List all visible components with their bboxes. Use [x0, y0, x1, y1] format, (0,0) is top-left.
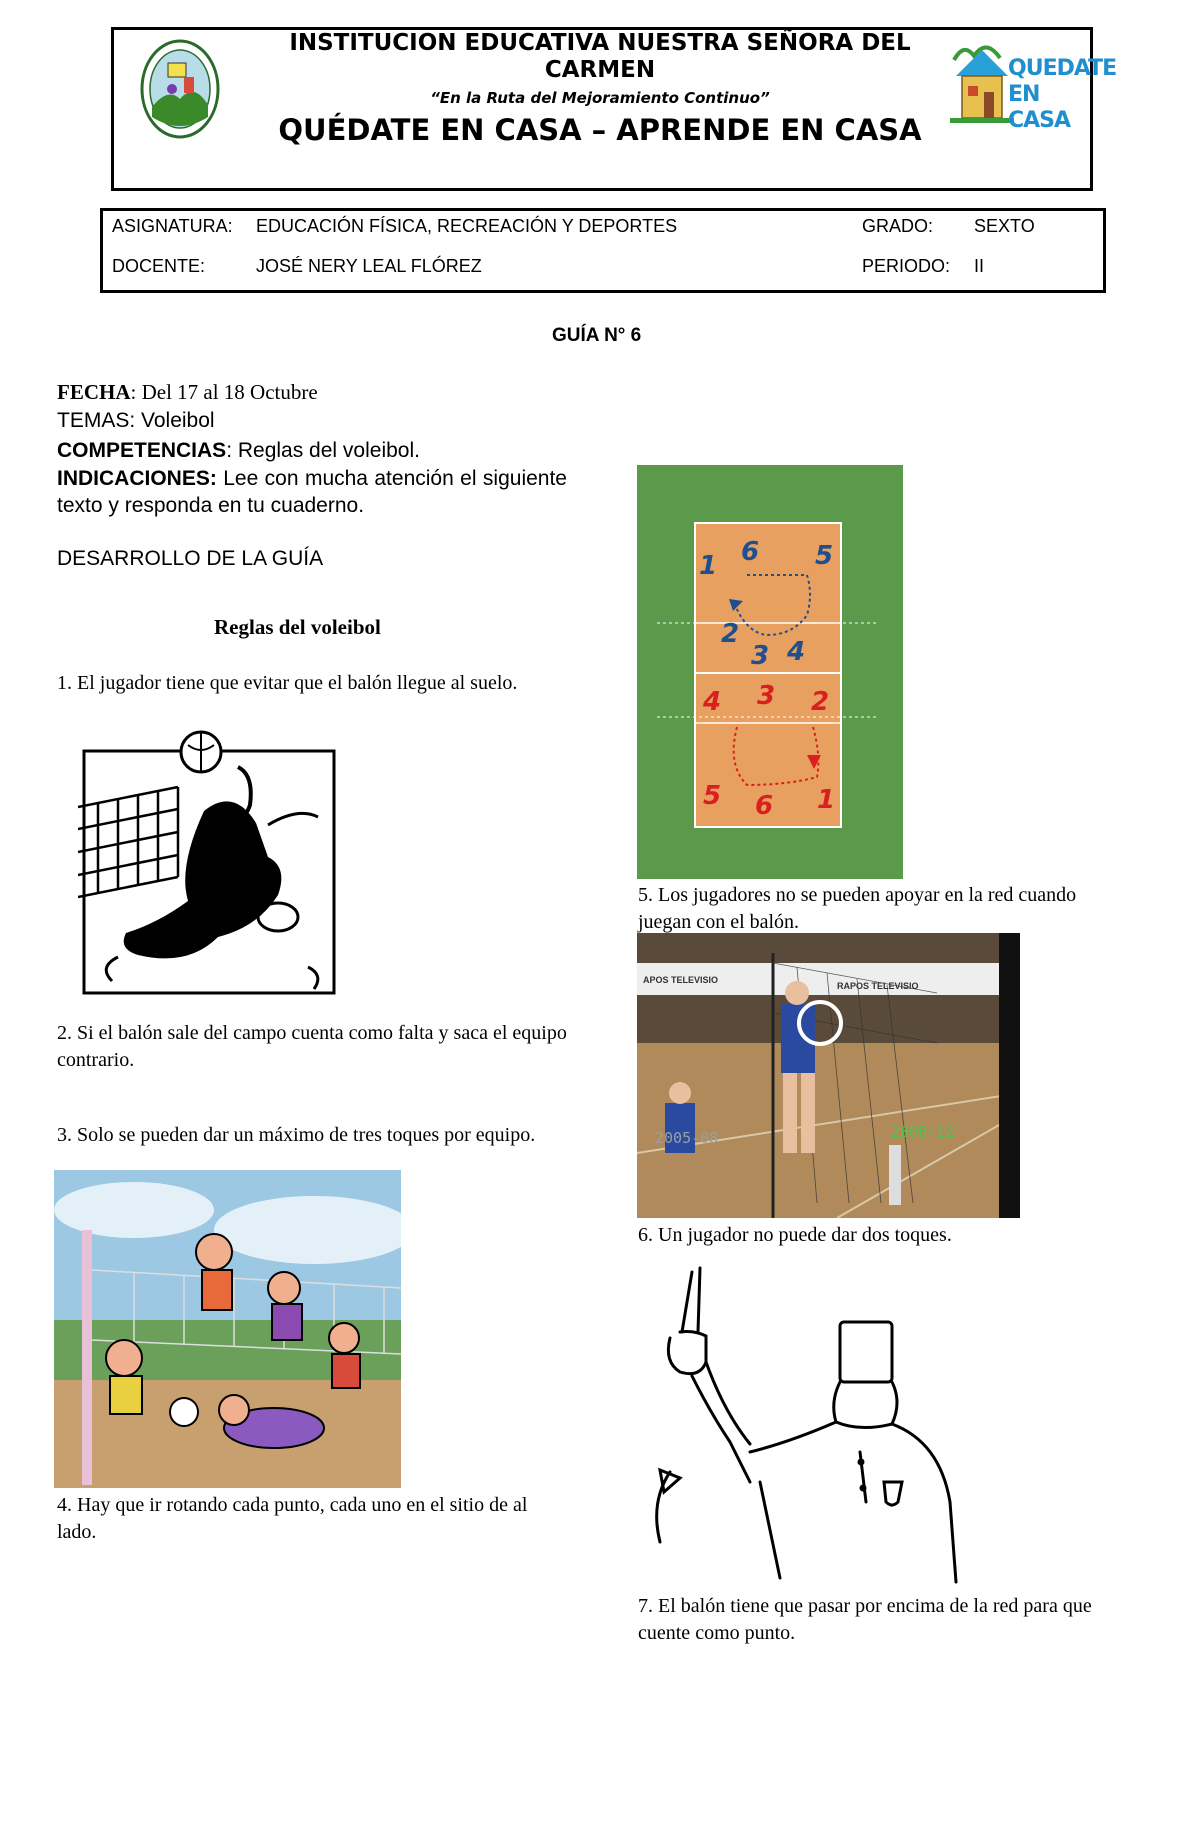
rule-4-text: 4. Hay que ir rotando cada punto, cada uno en el sitio de al lado.	[57, 1494, 528, 1543]
period-label: PERIODO:	[862, 256, 951, 276]
logo-text-line-2: EN CASA	[1008, 82, 1071, 133]
subject-value: EDUCACIÓN FÍSICA, RECREACIÓN Y DEPORTES	[256, 216, 678, 236]
subject-label: ASIGNATURA:	[112, 216, 233, 236]
court-top-number-1: 1	[699, 551, 718, 581]
period-value: II	[974, 256, 985, 276]
cartoon-game-image	[54, 1170, 401, 1488]
topics-line: TEMAS: Voleibol	[57, 409, 215, 432]
indications-paragraph	[57, 465, 567, 519]
indications-label: INDICACIONES:	[57, 467, 217, 490]
photo-date-stamp-left: 2005-08	[655, 1129, 719, 1147]
rules-title: Reglas del voleibol	[214, 615, 381, 639]
rule-3-text: 3. Solo se pueden dar un máximo de tres toques por equipo.	[57, 1124, 536, 1146]
rule-6-text: 6. Un jugador no puede dar dos toques.	[638, 1224, 952, 1246]
court-bottom-number-4: 5	[703, 781, 722, 811]
logo-text-line-1: QUEDATE	[1008, 56, 1117, 81]
photo-banner-left: APOS TELEVISIO	[643, 975, 719, 985]
court-top-number-5: 3	[751, 641, 770, 671]
date-label: FECHA	[57, 380, 131, 404]
rule-1-text: 1. El jugador tiene que evitar que el balón llegue al suelo.	[57, 672, 518, 694]
grade-label: GRADO:	[862, 216, 934, 236]
rule-7-text: 7. El balón tiene que pasar por encima de la red para que cuente como punto.	[638, 1595, 1092, 1644]
development-heading: DESARROLLO DE LA GUÍA	[57, 547, 324, 570]
spike-cartoon-image	[78, 727, 343, 999]
court-top-number-4: 2	[721, 619, 740, 649]
date-line	[57, 379, 318, 406]
guide-title: GUÍA N° 6	[552, 325, 642, 346]
indications-value: Lee con mucha atención el siguiente texto y responda en tu cuaderno.	[57, 467, 567, 517]
grade-value: SEXTO	[974, 216, 1035, 236]
court-top-number-3: 5	[815, 541, 834, 571]
court-top-number-2: 6	[741, 537, 760, 567]
court-bottom-number-5: 6	[755, 791, 774, 821]
school-seal-icon	[138, 37, 222, 141]
rule-2-text: 2. Si el balón sale del campo cuenta como falta y saca el equipo contrario.	[57, 1022, 567, 1071]
teacher-label: DOCENTE:	[112, 256, 206, 276]
teacher-value: JOSÉ NERY LEAL FLÓREZ	[256, 256, 482, 276]
court-bottom-number-3: 2	[811, 687, 830, 717]
court-rotation-diagram	[637, 465, 903, 879]
competencies-label: COMPETENCIAS	[57, 439, 227, 462]
net-photo	[637, 933, 1020, 1218]
photo-date-stamp-right: 2006-12	[891, 1123, 955, 1141]
competencies-line	[57, 437, 420, 464]
campaign-logo	[950, 36, 1117, 133]
competencies-value: : Reglas del voleibol.	[226, 439, 420, 462]
campaign-title: QUÉDATE EN CASA – APRENDE EN CASA	[278, 113, 922, 147]
court-bottom-number-1: 4	[703, 687, 722, 717]
photo-banner-right: RAPOS TELEVISIO	[837, 981, 919, 991]
court-bottom-number-6: 1	[817, 785, 836, 815]
date-value: : Del 17 al 18 Octubre	[130, 380, 318, 404]
institution-name: INSTITUCION EDUCATIVA NUESTRA SEÑORA DEL CARMEN	[289, 30, 911, 83]
institution-motto: “En la Ruta del Mejoramiento Continuo”	[430, 89, 770, 107]
court-bottom-number-2: 3	[757, 681, 776, 711]
rule-5-text: 5. Los jugadores no se pueden apoyar en la red cuando juegan con el balón.	[638, 884, 1077, 933]
referee-signal-image	[640, 1252, 962, 1584]
court-top-number-6: 4	[787, 637, 806, 667]
